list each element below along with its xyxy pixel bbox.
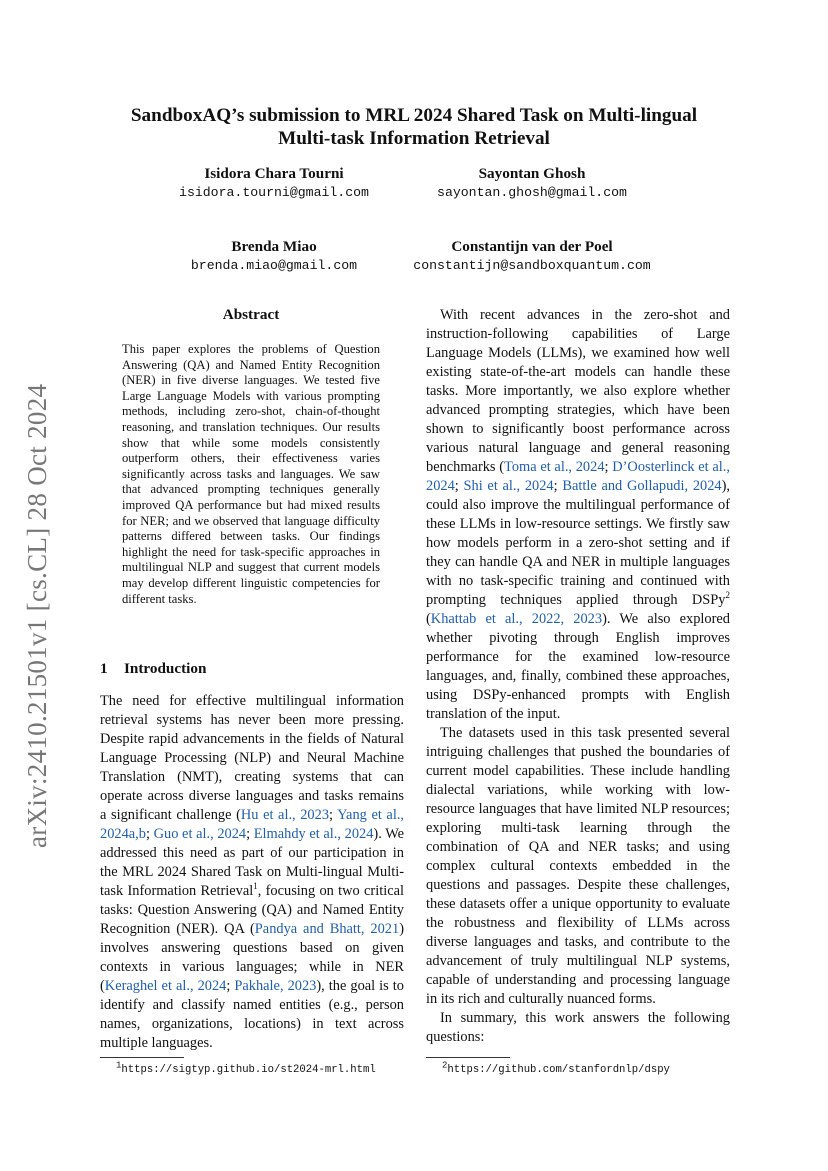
footnote-rule-right [426, 1057, 510, 1058]
author-block-3 [124, 237, 424, 275]
abstract-heading: Abstract [222, 306, 280, 323]
intro-paragraph-2 [426, 306, 730, 724]
text-run: ). We addressed this need as part of our participation in the MRL 2024 Shared Task on Multi-lingual Multi-task Information Retrieval [100, 826, 405, 899]
citation-link[interactable]: Keraghel et al., 2024 [104, 978, 227, 994]
intro-paragraph-4: In summary, this work answers the following questions: [426, 1010, 730, 1045]
title-line-2: Multi-task Information Retrieval [278, 128, 550, 149]
footnote-1 [116, 1060, 376, 1076]
paper-title [60, 104, 768, 150]
footnote-marker[interactable]: 1 [253, 881, 258, 892]
citation-link[interactable]: Elmahdy et al., 2024 [253, 826, 374, 842]
text-run: With recent advances in the zero-shot and instruction-following capabilities of Large Language Models (LLMs), we examined how well existing state-of-the-art models can handle these tasks. More importantly, we also explore whether advanced prompting strategies, which have been shown to significantly boost performance across various natural language and general reasoning benchmarks ( [426, 307, 730, 475]
citation-link[interactable]: Shi et al., 2024 [463, 478, 554, 494]
footnote-number: 2 [442, 1060, 448, 1071]
right-column-body [426, 306, 730, 1047]
intro-paragraph-3: The datasets used in this task presented several intriguing challenges that pushed the boundaries of current model capabilities. These include handling dialectal variations, while working with low-resource languages that have limited NLP resources; exploring multi-task learning through the combination of QA and NER tasks; and using complex cultural contexts embedded in the questions and passages. Despite these challenges, these datasets offer a unique opportunity to evaluate the robustness and flexibility of LLMs across diverse languages and tasks, and contribute to the advancement of truly multilingual NLP systems, capable of understanding and processing language in its rich and culturally nuanced forms. [426, 725, 730, 1007]
footnote-marker[interactable]: 2 [725, 590, 730, 601]
citation-link[interactable]: Hu et al., 2023 [240, 807, 330, 823]
author-name: Isidora Chara Tourni [204, 165, 344, 182]
footnote-2 [442, 1060, 670, 1076]
author-block-1 [124, 164, 424, 202]
text-run: , focusing on two critical tasks: Question Answering (QA) and Named Entity Recognition (NER). QA ( [100, 883, 404, 937]
citation-link[interactable]: Guo et al., 2024 [153, 826, 247, 842]
text-run: ; [145, 826, 154, 842]
footnote-number: 1 [116, 1060, 122, 1071]
arxiv-identifier-stamp: arXiv:2410.21501v1 [cs.CL] 28 Oct 2024 [22, 383, 52, 848]
footnote-url[interactable]: https://github.com/stanfordnlp/dspy [447, 1064, 670, 1076]
text-run: ), could also improve the multilingual performance of these LLMs in low-resource settings. We firstly saw how models perform in a zero-shot setting and if they can handle QA and NER in multiple languages with no task-specific training and continued with prompting techniques applied through DSPy [426, 478, 730, 608]
text-run: ) involves answering questions based on given contexts in various languages; while in NER ( [100, 921, 404, 994]
text-run: ( [426, 611, 431, 627]
citation-link[interactable]: Yang et al., 2024a,b [100, 807, 405, 842]
author-name: Constantijn van der Poel [451, 238, 613, 255]
citation-link[interactable]: Toma et al., 2024 [504, 459, 605, 475]
text-run: ; [329, 807, 338, 823]
text-run: The need for effective multilingual information retrieval systems has never been more pressing. Despite rapid advancements in the fields of Natural Language Processing (NLP) and Neural Machine Translation (NMT), creating systems that can operate across diverse languages and tasks remains a significant challenge ( [100, 693, 404, 823]
left-column-body [100, 692, 404, 1053]
text-run: ). We also explored whether pivoting through English improves performance for the examined low-resource languages, and, finally, combined these approaches, using DSPy-enhanced prompts with English translation of the input. [426, 611, 730, 722]
citation-link[interactable]: Pakhale, 2023 [234, 978, 317, 994]
footnote-url[interactable]: https://sigtyp.github.io/st2024-mrl.html [121, 1064, 376, 1076]
footnote-rule-left [100, 1057, 184, 1058]
citation-link[interactable]: Pandya and Bhatt, 2021 [254, 921, 400, 937]
author-email[interactable]: isidora.tourni@gmail.com [179, 185, 369, 200]
section-title: Introduction [124, 660, 207, 677]
text-run: ), the goal is to identify and classify named entities (e.g., person names, organizations, locations) in text across multiple languages. [100, 978, 404, 1051]
author-email[interactable]: constantijn@sandboxquantum.com [413, 258, 651, 273]
author-block-4 [382, 237, 682, 275]
citation-link[interactable]: Battle and Gollapudi, 2024 [562, 478, 722, 494]
author-email[interactable]: brenda.miao@gmail.com [190, 258, 358, 273]
author-email[interactable]: sayontan.ghosh@gmail.com [437, 185, 627, 200]
text-run: ; [246, 826, 254, 842]
text-run: ; [553, 478, 563, 494]
text-run: ; [454, 478, 464, 494]
abstract-text: This paper explores the problems of Question Answering (QA) and Named Entity Recognition (NER) in five diverse languages. We tested five Large Language Models with various prompting methods, including zero-shot, chain-of-thought reasoning, and translation techniques. Our results show that while some models consistently outperform others, their effectiveness varies significantly across tasks and languages. We saw that advanced prompting techniques generally improved QA performance but had mixed results for NER; and we observed that language difficulty patterns differed between tasks. Our findings highlight the need for task-specific approaches in multilingual NLP and suggest that current models may develop different linguistic competencies for different tasks. [122, 342, 380, 606]
text-run: ; [604, 459, 613, 475]
author-block-2 [382, 164, 682, 202]
citation-link[interactable]: Khattab et al., 2022, 2023 [430, 611, 603, 627]
section-heading-introduction [100, 660, 206, 678]
author-name: Brenda Miao [231, 238, 317, 255]
text-run: ; [226, 978, 235, 994]
author-name: Sayontan Ghosh [478, 165, 586, 182]
section-number: 1 [100, 660, 108, 677]
citation-link[interactable]: D’Oosterlinck et al., 2024 [426, 459, 730, 494]
title-line-1: SandboxAQ’s submission to MRL 2024 Shared Task on Multi-lingual [130, 105, 698, 126]
intro-paragraph-1 [100, 692, 404, 1053]
